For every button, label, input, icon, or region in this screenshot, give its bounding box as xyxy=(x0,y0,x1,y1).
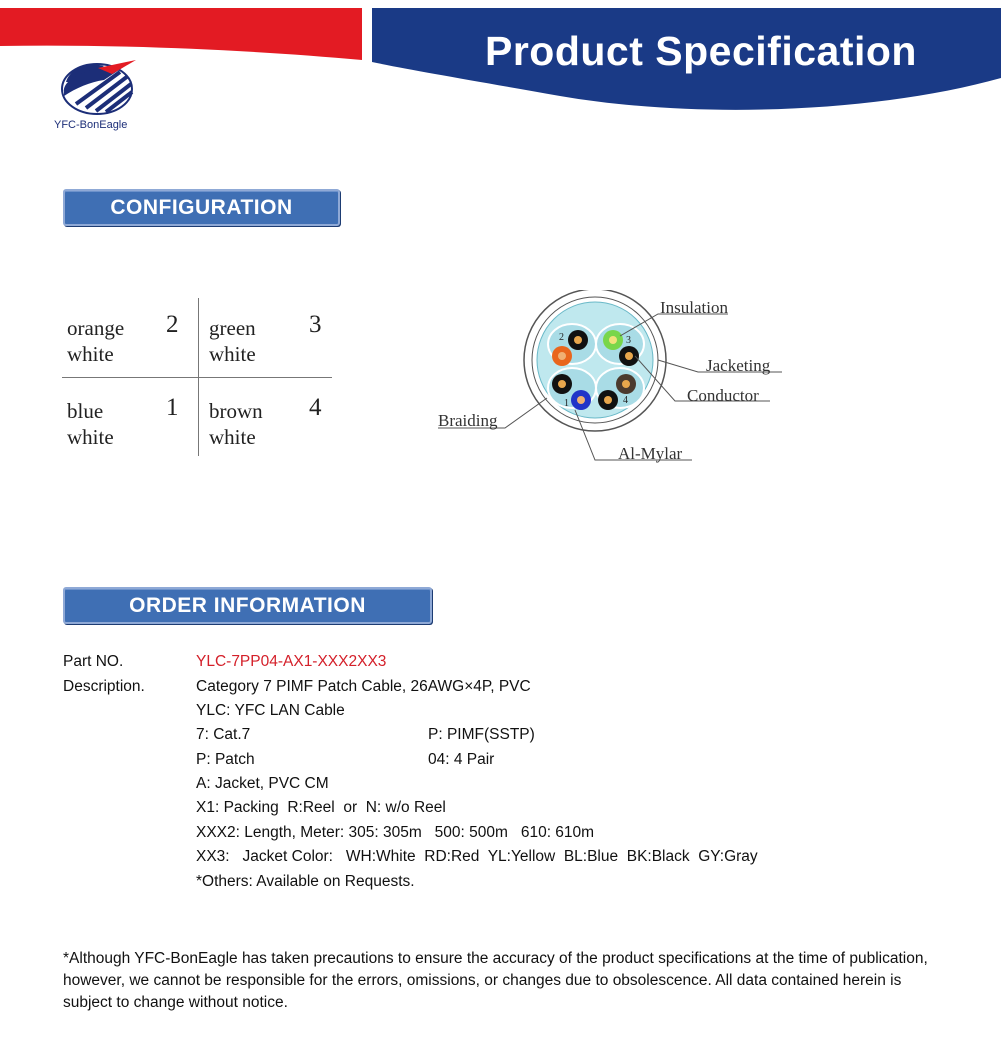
svg-text:4: 4 xyxy=(623,395,628,406)
code-packing: X1: Packing R:Reel or N: w/o Reel xyxy=(196,799,446,816)
cell-blue-white: blue white xyxy=(67,399,114,449)
label-braiding: Braiding xyxy=(438,411,498,430)
part-no-label: Part NO. xyxy=(63,653,124,670)
page-title: Product Specification xyxy=(485,28,917,74)
grid-horizontal-divider xyxy=(62,377,332,378)
logo-icon xyxy=(62,60,136,114)
cell-number: 3 xyxy=(309,311,322,338)
svg-text:2: 2 xyxy=(559,332,564,343)
code-patch: P: Patch xyxy=(196,751,255,768)
label-insulation: Insulation xyxy=(660,298,728,317)
label-al-mylar: Al-Mylar xyxy=(618,444,683,463)
cable-cross-section-diagram xyxy=(430,290,800,470)
code-jacket: A: Jacket, PVC CM xyxy=(196,775,329,792)
code-others: *Others: Available on Requests. xyxy=(196,873,415,890)
svg-text:1: 1 xyxy=(564,398,569,409)
code-cat7: 7: Cat.7 xyxy=(196,726,251,743)
order-information-heading: ORDER INFORMATION xyxy=(63,587,432,624)
cell-orange-white: orange white xyxy=(67,316,125,366)
logo-text: YFC-BonEagle xyxy=(54,119,128,131)
part-no-value: YLC-7PP04-AX1-XXX2XX3 xyxy=(196,653,387,670)
description-label: Description. xyxy=(63,678,145,695)
cell-number: 4 xyxy=(309,394,322,421)
label-jacketing: Jacketing xyxy=(706,356,771,375)
cell-brown-white: brown white xyxy=(209,399,263,449)
code-length: XXX2: Length, Meter: 305: 305m 500: 500m 610: 610m xyxy=(196,824,595,841)
svg-text:3: 3 xyxy=(626,335,631,346)
cell-number: 2 xyxy=(166,311,179,338)
disclaimer-text: *Although YFC-BonEagle has taken precautions to ensure the accuracy of the product specifications at the time of publication, however, we cannot be responsible for the errors, omissions, or changes due to obsolescence. All data contained herein is subject to change without notice. xyxy=(63,950,928,1011)
label-conductor: Conductor xyxy=(687,386,759,405)
code-pair: 04: 4 Pair xyxy=(428,751,495,768)
code-ylc: YLC: YFC LAN Cable xyxy=(196,702,345,719)
code-pimf: P: PIMF(SSTP) xyxy=(428,726,535,743)
configuration-heading: CONFIGURATION xyxy=(63,189,340,226)
cell-green-white: green white xyxy=(209,316,256,366)
cell-number: 1 xyxy=(166,394,179,421)
code-jacket-color: XX3: Jacket Color: WH:White RD:Red YL:Yellow BL:Blue BK:Black GY:Gray xyxy=(196,848,758,865)
description-text: Category 7 PIMF Patch Cable, 26AWG×4P, PVC xyxy=(196,678,531,695)
